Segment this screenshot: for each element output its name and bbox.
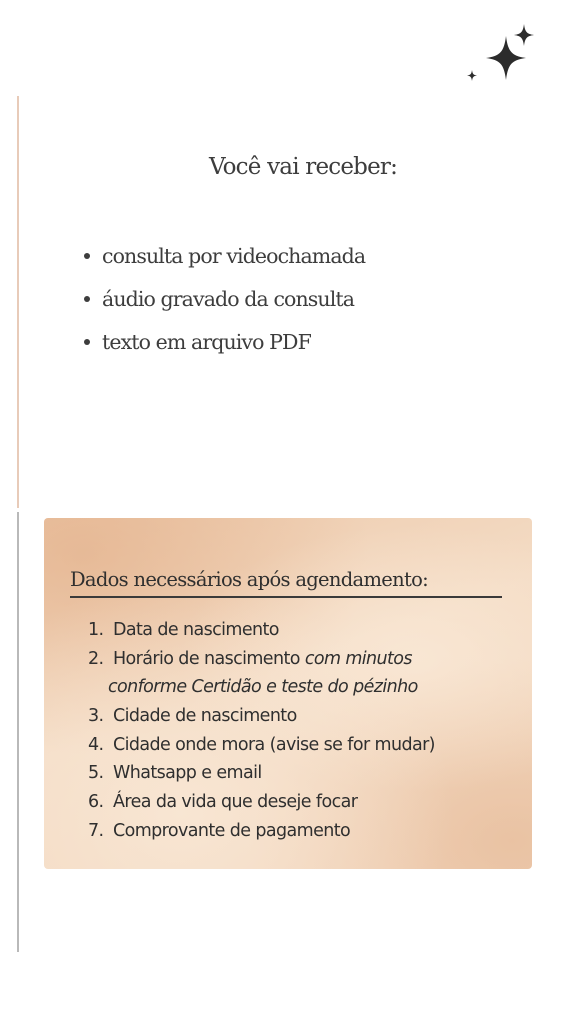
- requirements-card: [44, 518, 532, 869]
- receive-item-text: consulta por videochamada: [102, 244, 366, 268]
- requirement-item: [88, 817, 528, 846]
- item-number: 6.: [88, 792, 104, 813]
- receive-item: [80, 238, 365, 281]
- item-number: 4.: [88, 734, 104, 755]
- requirement-item: [88, 788, 528, 817]
- requirement-item: [88, 645, 528, 702]
- receive-item-text: texto em arquivo PDF: [102, 330, 311, 354]
- item-text: Horário de nascimento: [113, 648, 305, 669]
- item-continuation: conforme Certidão e teste do pézinho: [108, 677, 418, 698]
- item-number: 2.: [88, 648, 104, 669]
- receive-list: [80, 238, 365, 367]
- requirement-item: [88, 702, 528, 731]
- item-text: Área da vida que deseje focar: [113, 792, 358, 813]
- bullet-icon: [84, 253, 90, 259]
- receive-item: [80, 281, 365, 324]
- requirement-item: [88, 616, 528, 645]
- sparkles-icon: [462, 20, 542, 94]
- item-number: 7.: [88, 820, 104, 841]
- vertical-accent-line-bottom: [17, 512, 19, 952]
- receive-item: [80, 324, 365, 367]
- receive-item-text: áudio gravado da consulta: [102, 287, 355, 311]
- item-emphasis: com minutos: [304, 648, 412, 669]
- heading-underline: [70, 596, 502, 598]
- item-text: Data de nascimento: [113, 620, 279, 640]
- requirement-item: [88, 731, 528, 760]
- bullet-icon: [84, 339, 90, 345]
- item-number: 5.: [88, 763, 104, 784]
- requirement-item: [88, 759, 528, 788]
- requirements-heading: Dados necessários após agendamento:: [70, 568, 428, 591]
- item-number: 3.: [88, 706, 104, 727]
- item-text: Cidade de nascimento: [113, 706, 297, 727]
- requirements-list: [88, 616, 528, 846]
- item-text: Cidade onde mora (avise se for mudar): [113, 734, 435, 755]
- item-text: Whatsapp e email: [113, 763, 262, 784]
- item-text: Comprovante de pagamento: [113, 820, 351, 841]
- receive-heading: Você vai receber:: [208, 154, 398, 180]
- item-number: 1.: [88, 620, 104, 640]
- bullet-icon: [84, 296, 90, 302]
